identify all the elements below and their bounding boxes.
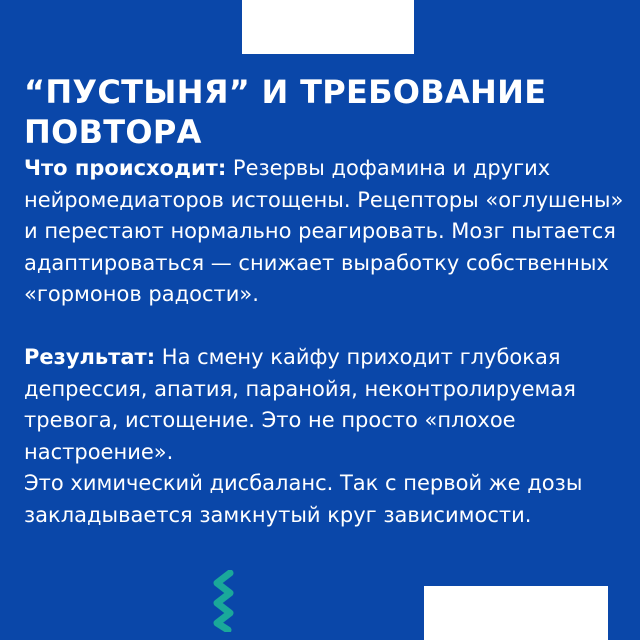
paragraph-conclusion: Это химический дисбаланс. Так с первой же дозы закладывается замкнутый круг зависимости. — [24, 471, 583, 527]
body-text — [24, 153, 630, 531]
paragraph-result — [24, 342, 630, 468]
zigzag-decoration-icon — [206, 570, 240, 632]
decorative-white-block-top — [242, 0, 414, 54]
paragraph-what-happens — [24, 153, 630, 311]
what-happens-label: Что происходит: — [24, 156, 227, 180]
result-label: Результат: — [24, 345, 156, 369]
result-text: На смену кайфу приходит глубокая депрессия, апатия, паранойя, неконтролируемая тревога, истощение. Это не просто «плохое настроение». — [24, 345, 576, 464]
page-title: “ПУСТЫНЯ” И ТРЕБОВАНИЕ ПОВТОРА — [24, 73, 547, 151]
decorative-white-block-bottom — [424, 586, 608, 640]
what-happens-text: Резервы дофамина и других нейромедиаторов истощены. Рецепторы «оглушены» и перестают нормально реагировать. Мозг пытается адаптироваться — снижает выработку собственных «гормонов радости». — [24, 156, 624, 306]
